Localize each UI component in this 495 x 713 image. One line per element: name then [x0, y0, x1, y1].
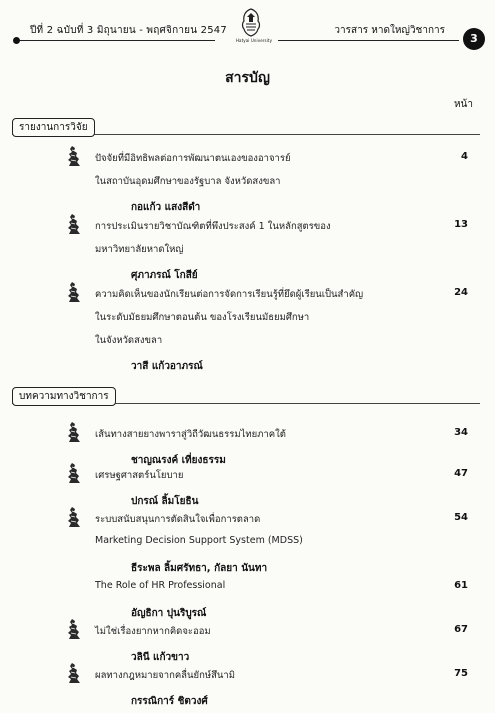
entry-page-number: 47	[454, 468, 468, 479]
entry-page-number: 67	[454, 624, 468, 635]
entry-title-line: ความคิดเห็นของนักเรียนต่อการจัดการเรียนรู้ที่ยึดผู้เรียนเป็นสำคัญ	[95, 289, 364, 300]
page-number-badge: 3	[463, 28, 485, 50]
entry-author: ปกรณ์ ลิ้มโยธิน	[131, 496, 199, 507]
entry-title-line: ในสถาบันอุดมศึกษาของรัฐบาล จังหวัดสงขลา	[95, 176, 281, 187]
hatyai-emblem-icon	[66, 421, 82, 443]
hatyai-emblem-icon	[66, 145, 82, 167]
section-label: รายงานการวิจัย	[12, 118, 95, 137]
journal-name: วารสาร หาดใหญ่วิชาการ	[334, 25, 445, 36]
university-logo-icon	[238, 8, 264, 38]
entry-title-line: ระบบสนับสนุนการตัดสินใจเพื่อการตลาด	[95, 514, 261, 525]
hatyai-emblem-icon	[66, 462, 82, 484]
hatyai-emblem-icon	[66, 506, 82, 528]
logo-caption: Hatyai University	[235, 38, 273, 43]
entry-page-number: 75	[454, 668, 468, 679]
entry-page-number: 24	[454, 287, 468, 298]
entry-author: ศุภาภรณ์ โกสีย์	[131, 270, 198, 281]
entry-title-line: การประเมินรายวิชาบัณฑิตที่พึงประสงค์ 1 ในหลักสูตรของ	[95, 221, 331, 232]
entry-title-line: เศรษฐศาสตร์นโยบาย	[95, 470, 184, 481]
entry-page-number: 4	[461, 151, 468, 162]
entry-title-line: ผลทางกฎหมายจากคลื่นยักษ์สึนามิ	[95, 670, 235, 681]
header-rule-right	[278, 40, 459, 41]
entry-title-line: Marketing Decision Support System (MDSS)	[95, 535, 303, 546]
section-label: บทความทางวิชาการ	[12, 387, 116, 406]
rule-end-dot	[13, 37, 20, 44]
hatyai-emblem-icon	[66, 281, 82, 303]
entry-title-line: ไม่ใช่เรื่องยากหากคิดจะออม	[95, 626, 211, 637]
entry-author: วาสี แก้วอาภรณ์	[131, 361, 203, 372]
entry-title-line: ในระดับมัธยมศึกษาตอนต้น ของโรงเรียนมัธยมศึกษา	[95, 312, 310, 323]
entry-author: กอแก้ว แสงสีดำ	[131, 202, 201, 213]
page-column-label: หน้า	[453, 99, 473, 110]
entry-author: วลินี แก้วขาว	[131, 652, 190, 663]
running-header	[16, 10, 485, 48]
header-rule-left	[16, 40, 215, 41]
entry-title-line: ในจังหวัดสงขลา	[95, 335, 163, 346]
entry-title-line: The Role of HR Professional	[95, 580, 226, 591]
entry-author: กรรณิการ์ ชิตวงศ์	[131, 696, 208, 707]
entry-author: ชาญณรงค์ เที่ยงธรรม	[131, 455, 226, 466]
entry-page-number: 61	[454, 580, 468, 591]
entry-title-line: เส้นทางสายยางพาราสู่วิถีวัฒนธรรมไทยภาคใต้	[95, 429, 286, 440]
entry-page-number: 34	[454, 427, 468, 438]
entry-author: ธีระพล ลิ้มศรัทธา, กัลยา นันทา	[131, 563, 268, 574]
entry-author: อัญธิกา ปุนริบูรณ์	[131, 608, 207, 619]
entry-page-number: 54	[454, 512, 468, 523]
issue-info: ปีที่ 2 ฉบับที่ 3 มิถุนายน - พฤศจิกายน 2547	[30, 25, 227, 36]
page-title: สารบัญ	[225, 70, 270, 86]
entry-title-line: ปัจจัยที่มีอิทธิพลต่อการพัฒนาตนเองของอาจารย์	[95, 153, 291, 164]
hatyai-emblem-icon	[66, 213, 82, 235]
entry-title-line: มหาวิทยาลัยหาดใหญ่	[95, 244, 184, 255]
entry-page-number: 13	[454, 219, 468, 230]
hatyai-emblem-icon	[66, 662, 82, 684]
hatyai-emblem-icon	[66, 618, 82, 640]
